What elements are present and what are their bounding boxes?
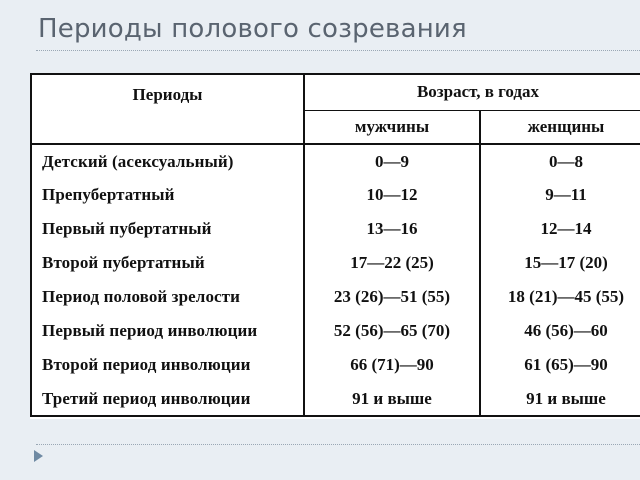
table-row [31, 212, 640, 246]
header-men: мужчины [304, 110, 480, 144]
row-period: Третий период инволюции [31, 382, 304, 416]
row-men-age: 0—9 [304, 144, 480, 178]
row-period: Первый период инволюции [31, 314, 304, 348]
table-row [31, 178, 640, 212]
table-row [31, 144, 640, 178]
row-men-age: 10—12 [304, 178, 480, 212]
footer-divider [36, 444, 640, 445]
row-men-age: 13—16 [304, 212, 480, 246]
table-row [31, 280, 640, 314]
row-women-age: 18 (21)—45 (55) [507, 287, 625, 306]
row-women-age: 61 (65)—90 [524, 355, 608, 374]
slide-title: Периоды полового созревания [38, 14, 467, 44]
row-men-age: 23 (26)—51 (55) [304, 280, 480, 314]
bullet-arrow-icon [34, 450, 43, 462]
table-row [31, 246, 640, 280]
row-women-age: 15—17 (20) [524, 253, 608, 272]
header-periods: Периоды [31, 74, 304, 144]
row-women-age: 12—14 [540, 219, 592, 238]
row-period: Второй пубертатный [31, 246, 304, 280]
row-period: Детский (асексуальный) [31, 144, 304, 178]
row-men-age: 17—22 (25) [304, 246, 480, 280]
row-men-age: 66 (71)—90 [304, 348, 480, 382]
header-women: женщины [480, 110, 640, 144]
row-period: Второй период инволюции [31, 348, 304, 382]
table-row [31, 382, 640, 416]
header-age: Возраст, в годах [304, 74, 640, 110]
table-row [31, 348, 640, 382]
row-women-age: 91 и выше [480, 382, 640, 416]
row-men-age: 52 (56)—65 (70) [304, 314, 480, 348]
row-women-age: 9—11 [545, 185, 587, 204]
puberty-periods-table [30, 73, 640, 419]
row-period: Препубертатный [31, 178, 304, 212]
row-men-age: 91 и выше [304, 382, 480, 416]
title-divider [36, 50, 640, 51]
row-women-age: 46 (56)—60 [524, 321, 608, 340]
row-period: Первый пубертатный [31, 212, 304, 246]
row-period: Период половой зрелости [31, 280, 304, 314]
row-women-age: 0—8 [549, 151, 583, 171]
table-row [31, 314, 640, 348]
